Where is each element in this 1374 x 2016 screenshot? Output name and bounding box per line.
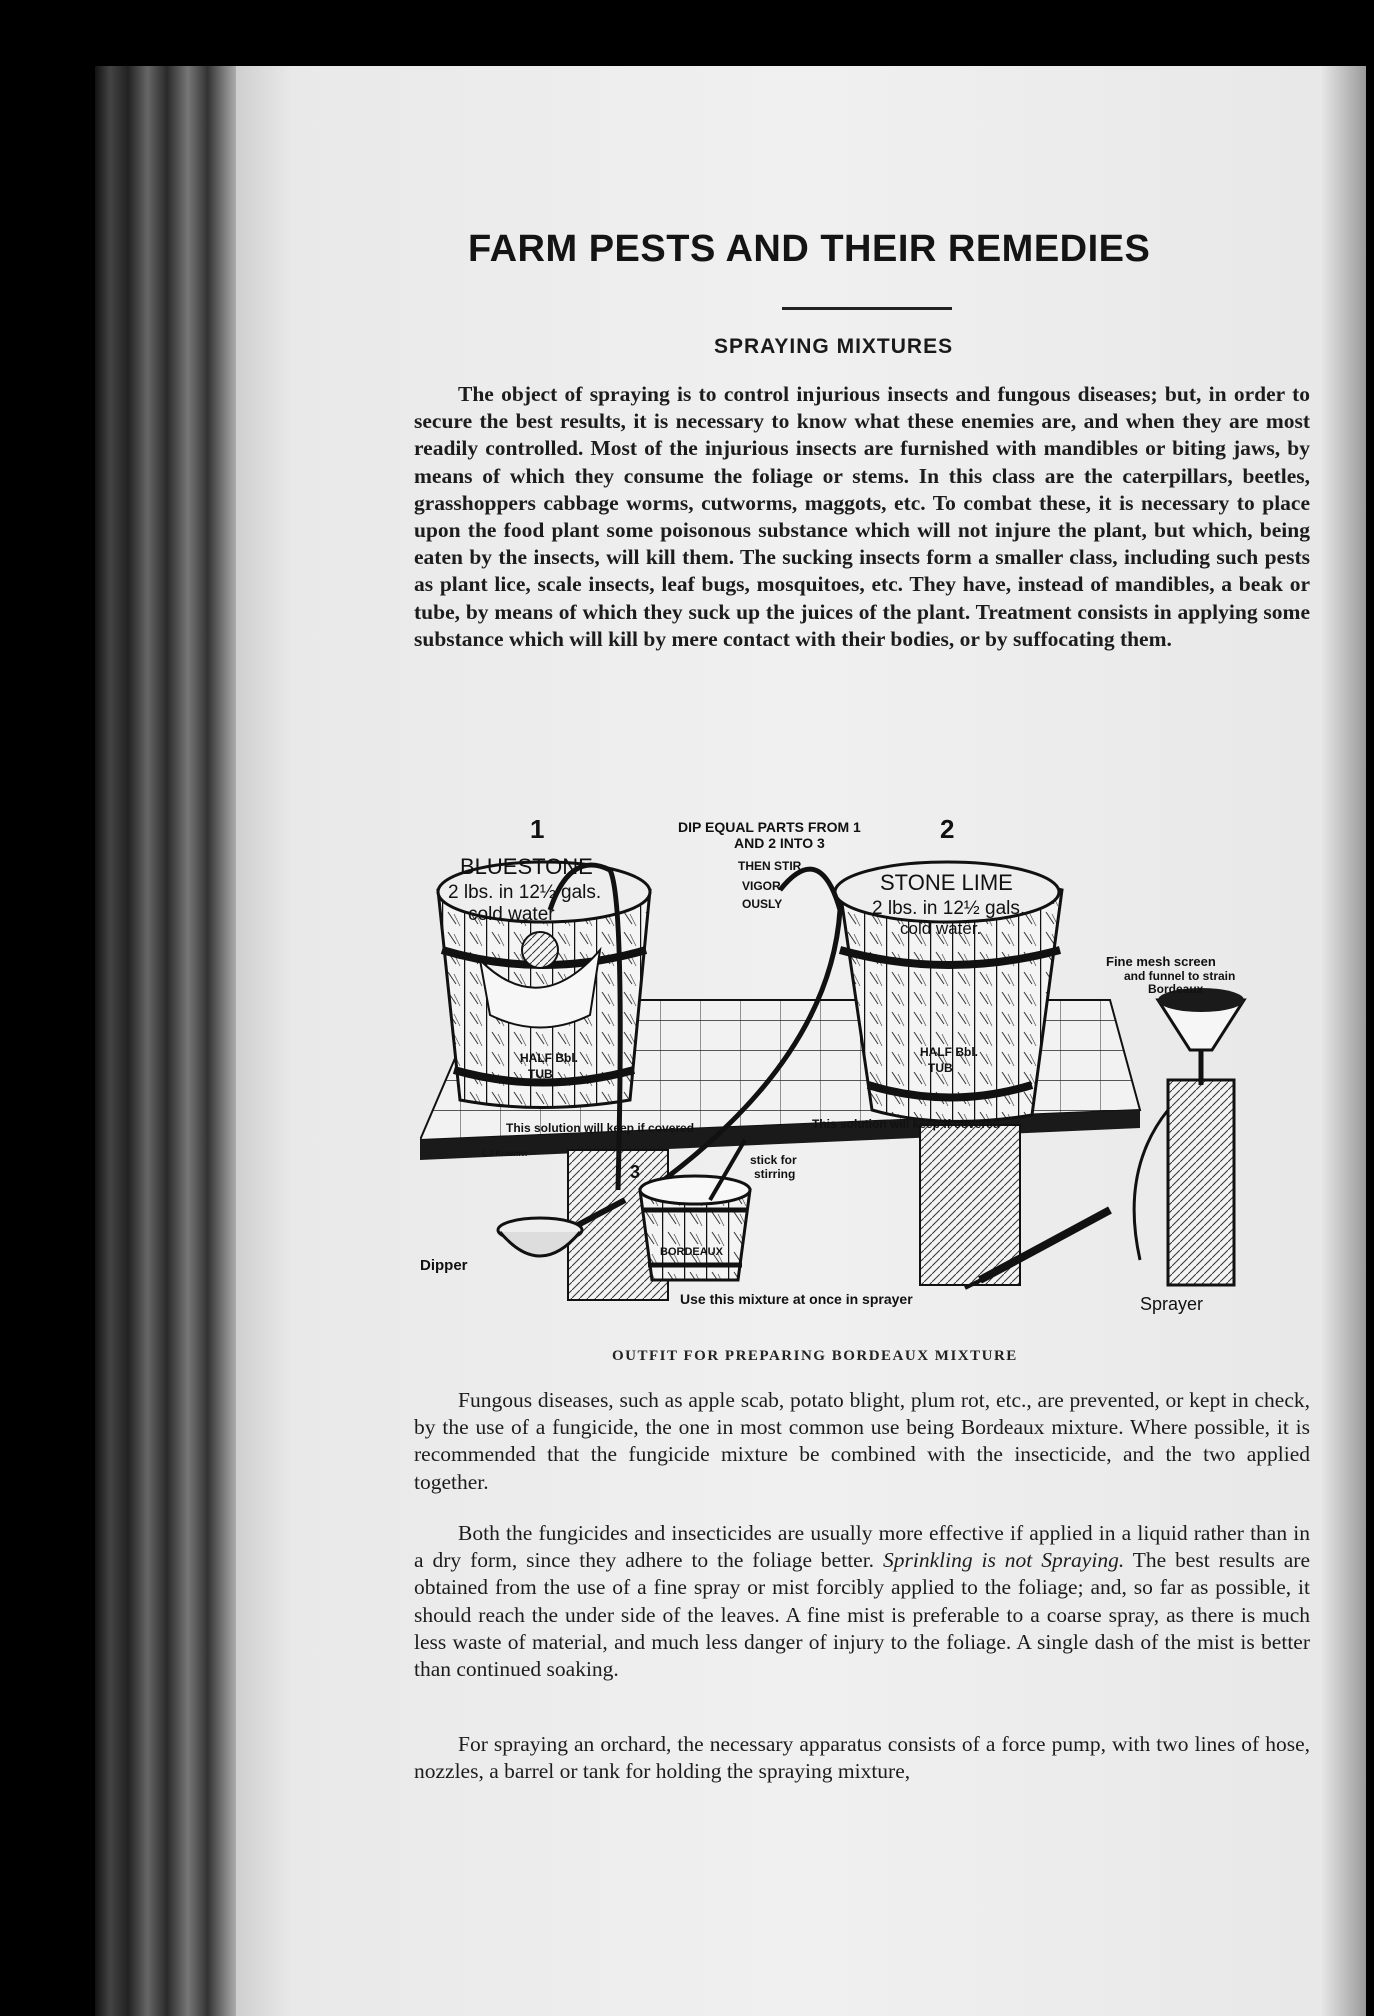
stick-label-1: stick for — [750, 1153, 797, 1167]
bucket-number-3: 3 — [630, 1162, 641, 1182]
dipper-label: Dipper — [420, 1257, 468, 1274]
paragraph-orchard: For spraying an orchard, the necessary apparatus consists of a force pump, with two lines of hose, nozzles, a barrel or tank for holding the spraying mixture, — [414, 1732, 1310, 1784]
stick-label-2: stirring — [754, 1167, 796, 1181]
bordeaux-outfit-illustration — [420, 810, 1310, 1330]
table-leg-right — [920, 1125, 1020, 1285]
paragraph-liquid-vs-dry — [414, 1520, 1310, 1683]
page-title: FARM PESTS AND THEIR REMEDIES — [468, 228, 1151, 270]
artist-signature: L J Kraemer — [482, 1149, 529, 1158]
tub-number-2: 2 — [940, 814, 955, 844]
figure-caption: OUTFIT FOR PREPARING BORDEAUX MIXTURE — [612, 1348, 1018, 1364]
stonelime-amount: 2 lbs. in 12½ gals. — [872, 898, 1026, 919]
paragraph-liquid-italic: Sprinkling is not Spraying. — [883, 1548, 1125, 1573]
bluestone-water: cold water — [468, 904, 555, 925]
screen-label-1: Fine mesh screen — [1106, 954, 1216, 969]
use-at-once-label: Use this mixture at once in sprayer — [680, 1291, 913, 1307]
book-binding-edge — [95, 66, 245, 2016]
bluestone-title: BLUESTONE — [460, 854, 593, 879]
stonelime-title: STONE LIME — [880, 870, 1013, 895]
left-tub-label-1: HALF Bbl. — [520, 1051, 578, 1065]
instruction-line-2: AND 2 INTO 3 — [734, 835, 825, 851]
keep-covered-right: This solution will keep if covered — [812, 1117, 1001, 1131]
illustration-drawing — [420, 810, 1310, 1330]
title-rule — [782, 307, 952, 310]
bucket-label: BORDEAUX — [660, 1246, 723, 1258]
instruction-line-5: OUSLY — [742, 897, 783, 911]
paragraph-liquid-text-2: The best results are obtained from the use of a fine spray or mist forcibly applied to the foliage; and, so far as possible, it should reach the under side of the leaves. A fine mist is preferable to a coarse spray, as there is much less waste of material, and much less danger of injury to the foliage. A single dash of the mist is better than continued soaking. — [414, 1548, 1310, 1682]
sprayer-label: Sprayer — [1140, 1294, 1204, 1314]
left-tub-label-2: TUB — [528, 1067, 553, 1081]
screen-label-2: and funnel to strain — [1124, 969, 1236, 983]
tub-number-1: 1 — [530, 814, 545, 844]
bluestone-amount: 2 lbs. in 12½ gals. — [448, 882, 602, 903]
section-heading: SPRAYING MIXTURES — [714, 335, 954, 358]
right-tub-label-1: HALF Bbl. — [920, 1045, 978, 1059]
paragraph-liquid-text-1: Both the fungicides and insecticides are usually more effective if applied in a liquid rather than in a dry form, since they adhere to the foliage better. — [414, 1521, 1310, 1573]
stonelime-water: cold water. — [900, 919, 982, 938]
paragraph-fungous: Fungous diseases, such as apple scab, potato blight, plum rot, etc., are prevented, or kept in check, by the use of a fungicide, the one in most common use being Bordeaux mixture. Where possible, it is recommended that the fungicide mixture be combined with the insecticide, and the two applied together. — [414, 1388, 1310, 1494]
instruction-line-3: THEN STIR — [738, 859, 802, 873]
paragraph-insects: The object of spraying is to control injurious insects and fungous diseases; but, in order to secure the best results, it is necessary to know what these enemies are, and when they are most readily controlled. Most of the injurious insects are furnished with mandibles or biting jaws, by means of which they consume the foliage or stems. In this class are the caterpillars, beetles, grasshoppers cabbage worms, cutworms, maggots, etc. To combat these, it is necessary to place upon the food plant some poisonous substance which will not injure the plant, but which, being eaten by the insects, will kill them. The sucking insects form a smaller class, including such pests as plant lice, scale insects, leaf bugs, mosquitoes, etc. They have, instead of mandibles, a beak or tube, by means of which they suck up the juices of the plant. Treatment consists in applying some substance which will kill by mere contact with their bodies, or by suffocating them. — [414, 382, 1310, 651]
instruction-line-1: DIP EQUAL PARTS FROM 1 — [678, 819, 861, 835]
screen-label-3: Bordeaux — [1148, 982, 1204, 996]
right-tub-label-2: TUB — [928, 1061, 953, 1075]
keep-covered-left: This solution will keep if covered — [506, 1121, 695, 1135]
instruction-line-4: VIGOR- — [742, 879, 785, 893]
